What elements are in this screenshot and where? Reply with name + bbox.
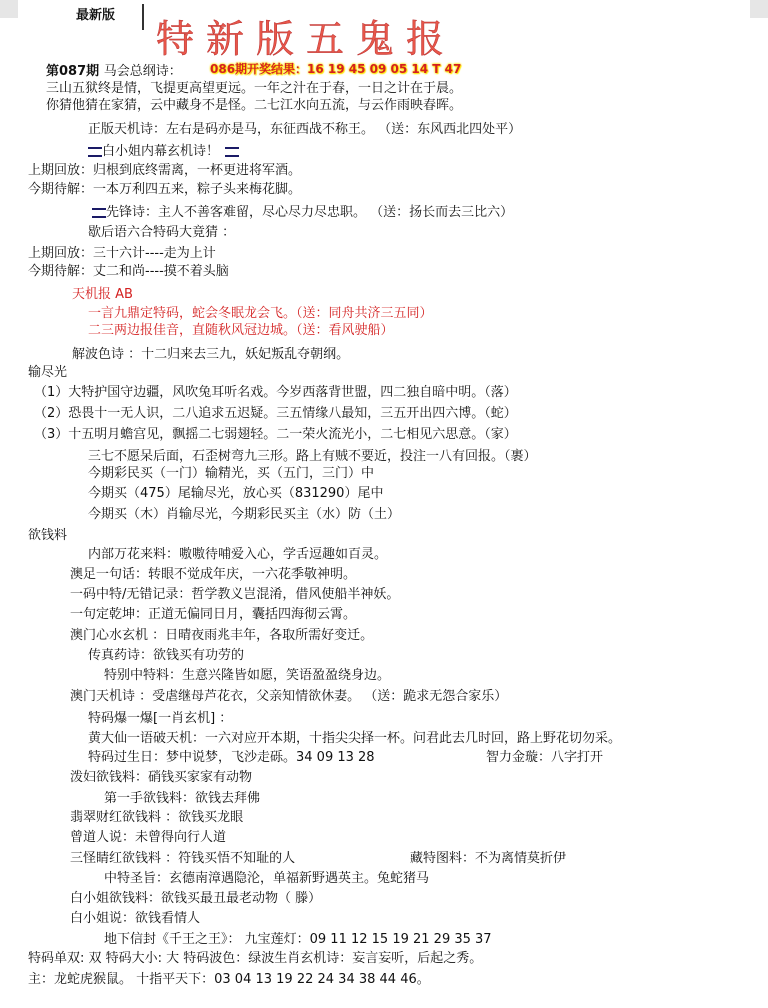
text-line: [34, 426, 517, 443]
text-line: [88, 322, 394, 339]
text-line: [70, 910, 200, 927]
text-line: [28, 263, 229, 280]
line-text: 一言九鼎定特码，蛇会冬眠龙会飞。（送：同舟共济三五同）: [88, 306, 433, 321]
text-line: [34, 405, 517, 422]
double-bar-icon: [92, 208, 106, 218]
line-text: （3）十五明月蟾宫见，飘摇二七弱翅轻。二一荣火流光小，二七相见六思意。（家）: [34, 427, 517, 442]
page-title: 特新版五鬼报: [156, 17, 457, 61]
text-line: [70, 627, 373, 644]
text-line: [486, 749, 603, 766]
draw-result: 086期开奖结果：16 19 45 09 05 14 T 47: [210, 62, 462, 76]
text-line: [70, 809, 243, 826]
text-line: [70, 890, 321, 907]
line-text: 今期待解：一本万利四五来，粽子头来梅花脚。: [28, 182, 302, 197]
text-line: [88, 485, 383, 502]
text-line: [70, 606, 356, 623]
header-divider: [142, 4, 144, 30]
text-line: [88, 546, 387, 563]
line-text: （1）大特护国守边疆，风吹兔耳听名戏。今岁西落背世盟，四二独自暗中明。（落）: [34, 385, 517, 400]
text-line: [88, 749, 375, 766]
text-line: [28, 364, 67, 381]
line-text: 中特圣旨：玄德南漳遇隐沦，单福新野遇英主。兔蛇猪马: [104, 871, 430, 886]
text-line: [88, 305, 433, 322]
text-line: [104, 870, 429, 887]
text-line: [88, 465, 374, 482]
line-text: 藏特图料：不为离情莫折伊: [410, 851, 567, 866]
issue-number: 087: [59, 64, 87, 79]
edition-label: 最新版: [76, 8, 116, 23]
line-text: 泼妇欲钱料：硝钱买家家有动物: [70, 770, 253, 785]
text-line: [46, 80, 462, 97]
text-line: [104, 790, 260, 807]
text-line: [104, 667, 390, 684]
line-text: 歇后语六合特码大竟猜 ：: [88, 225, 236, 240]
double-bar-icon: [88, 147, 102, 157]
line-text: 白小姐欲钱料：欲钱买最丑最老动物（ 滕）: [70, 891, 322, 906]
text-line: [104, 931, 492, 948]
line-text: 一句定乾坤：正道无偏同日月，囊括四海彻云霄。: [70, 607, 357, 622]
line-text: 输尽光: [28, 365, 68, 380]
line-text: 特码过生日：梦中说梦，飞沙走砾。34 09 13 28: [88, 750, 375, 765]
text-line: [72, 286, 133, 303]
line-text: 今期彩民买（一门）输精光，买（五门，三门）中: [88, 466, 375, 481]
line-text: 上期回放：三十六计----走为上计: [28, 246, 216, 261]
text-line: [34, 384, 517, 401]
line-text: 今期待解：丈二和尚----摸不着头脑: [28, 264, 229, 279]
text-line: [28, 245, 216, 262]
line-text: 二三两边报佳音，直随秋风冠边城。（送：看风驶船）: [88, 323, 394, 338]
line-text: 特码爆一爆[一肖玄机] ：: [88, 711, 233, 726]
issue-suffix: 期: [86, 64, 100, 79]
line-text: 内部万花来料：嗷嗷待哺爱入心，学舌逗趣如百灵。: [88, 547, 388, 562]
text-line: [28, 950, 482, 967]
line-text: 黄大仙一语破天机：一六对应开本期，十指尖尖择一杯。问君此去几时回，路上野花切勿采。: [88, 731, 622, 746]
line-text: 传真药诗：欲钱买有功劳的: [88, 648, 245, 663]
text-line: [70, 586, 399, 603]
text-line: [28, 162, 301, 179]
text-line: [28, 971, 430, 988]
corner-shade: [750, 0, 768, 18]
line-text: 澳足一句话：转眼不觉成年庆，一六花季敬神明。: [70, 567, 357, 582]
issue-label: [46, 60, 182, 79]
line-text: 天机报 AB: [72, 287, 133, 302]
line-text: 白小姐内幕玄机诗！: [102, 144, 220, 159]
text-line: [70, 829, 226, 846]
line-text: 澳门天机诗 ：受虐继母芦花衣，父亲知情欲休妻。 （送：跪求无怨合家乐）: [70, 689, 508, 704]
text-line: [70, 769, 252, 786]
text-line: [70, 850, 295, 867]
text-line: [46, 97, 462, 114]
text-line: [88, 506, 400, 523]
line-text: 白小姐说：欲钱看情人: [70, 911, 201, 926]
poem-label: 马会总纲诗：: [103, 64, 182, 79]
text-line: [72, 346, 349, 363]
issue-prefix: 第: [46, 64, 60, 79]
line-text: 正版天机诗：左右是码亦是马，东征西战不称王。 （送：东风西北四处平）: [88, 122, 522, 137]
text-line: [88, 647, 244, 664]
line-text: 三七不愿呆后面，石歪树弯九三形。路上有贼不要近，投注一八有回报。（裹）: [88, 449, 537, 464]
text-line: [28, 181, 301, 198]
text-line: [88, 143, 239, 160]
text-line: [70, 566, 356, 583]
line-text: 先锋诗：主人不善客难留，尽心尽力尽忠职。 （送：扬长而去三比六）: [106, 205, 514, 220]
text-line: [88, 730, 621, 747]
line-text: 一码中特/无错记录：哲学教义岂混淆，借风使船半神妖。: [70, 587, 400, 602]
line-text: 澳门心水玄机 ：日晴夜雨兆丰年，各取所需好变迁。: [70, 628, 374, 643]
line-text: 三山五狱终是情，飞提更高望更远。一年之汁在于春，一日之计在于晨。: [46, 81, 463, 96]
line-text: 智力金璇：八字打开: [486, 750, 604, 765]
line-text: 特码单双: 双 特码大小: 大 特码波色：绿波生肖玄机诗：妄言妄听，后起之秀。: [28, 951, 483, 966]
line-text: 你猜他猜在家猜，云中藏身不是怪。二七江水向五流，与云作雨映春晖。: [46, 98, 463, 113]
text-line: [88, 710, 232, 727]
line-text: 主：龙蛇虎猴鼠。 十指平天下：03 04 13 19 22 24 34 38 44 46。: [28, 972, 430, 987]
line-text: （2）恐畏十一无人识，二八追求五迟疑。三五情缘八最知，三五开出四六博。（蛇）: [34, 406, 517, 421]
corner-shade: [0, 0, 18, 18]
text-line: [88, 448, 537, 465]
line-text: 特别中特料：生意兴隆皆如愿，笑语盈盈绕身边。: [104, 668, 391, 683]
double-bar-icon: [225, 147, 239, 157]
line-text: 解波色诗 ：十二归来去三九，妖妃叛乱夺朝纲。: [72, 347, 350, 362]
text-line: [70, 688, 507, 705]
text-line: [88, 121, 521, 138]
text-line: [28, 527, 67, 544]
line-text: 曾道人说：未曾得向行人道: [70, 830, 227, 845]
text-line: [88, 224, 235, 241]
line-text: 地下信封《千王之王》： 九宝莲灯：09 11 12 15 19 21 29 35 37: [104, 932, 492, 947]
line-text: 欲钱料: [28, 528, 68, 543]
text-line: [410, 850, 566, 867]
line-text: 翡翠财红欲钱料 ：欲钱买龙眼: [70, 810, 244, 825]
line-text: 第一手欲钱料：欲钱去拜佛: [104, 791, 261, 806]
line-text: 今期买（475）尾输尽光，放心买（831290）尾中: [88, 486, 384, 501]
line-text: 上期回放：归根到底终需离，一杯更进将军酒。: [28, 163, 302, 178]
text-line: [92, 204, 513, 221]
line-text: 三怪睛红欲钱料 ：符钱买悟不知耻的人: [70, 851, 296, 866]
line-text: 今期买（木）肖输尽光，今期彩民买主（水）防（土）: [88, 507, 401, 522]
